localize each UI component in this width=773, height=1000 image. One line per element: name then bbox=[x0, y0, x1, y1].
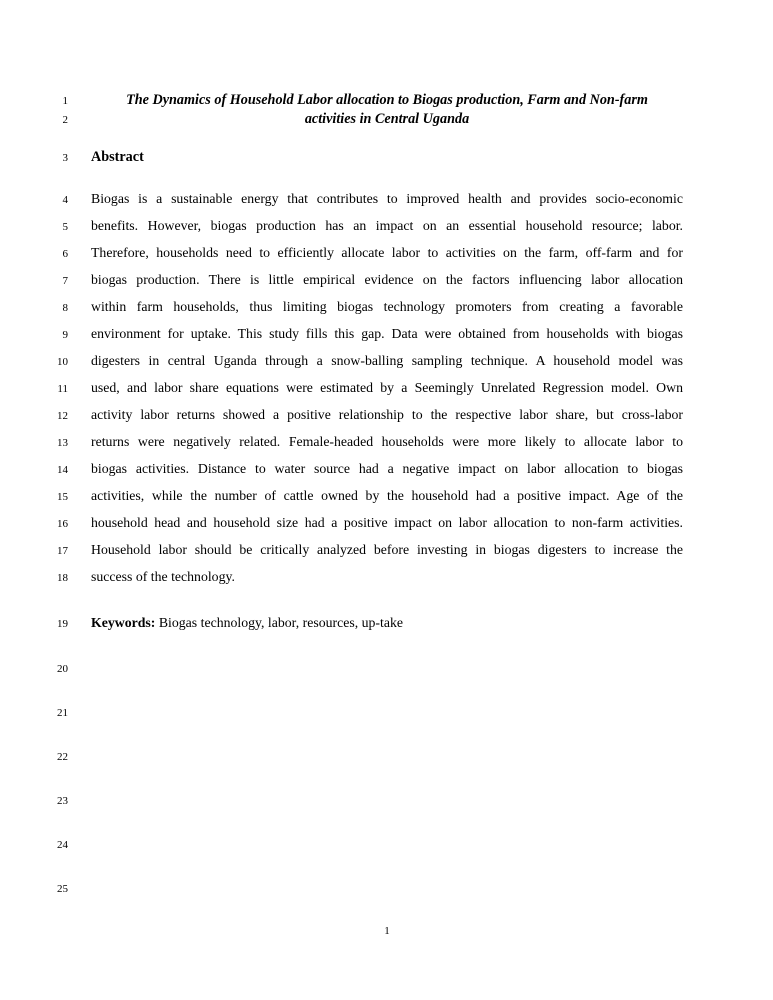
abstract-line: returns were negatively related. Female-headed households were more likely to allocate labor to bbox=[91, 434, 683, 449]
line-number: 8 bbox=[62, 302, 68, 314]
abstract-line: biogas production. There is little empirical evidence on the factors influencing labor allocation bbox=[91, 272, 683, 287]
empty-line-row bbox=[0, 867, 773, 911]
abstract-line: activities, while the number of cattle owned by the household had a positive impact. Age of the bbox=[91, 488, 683, 503]
line-number: 10 bbox=[57, 356, 68, 368]
line-number: 15 bbox=[57, 491, 68, 503]
abstract-line: environment for uptake. This study fills this gap. Data were obtained from households with biogas bbox=[91, 326, 683, 341]
line-number: 14 bbox=[57, 464, 68, 476]
line-number: 25 bbox=[57, 883, 68, 895]
keywords-text: Biogas technology, labor, resources, up-take bbox=[155, 615, 403, 630]
line-number: 12 bbox=[57, 410, 68, 422]
abstract-line-row bbox=[0, 321, 773, 348]
abstract-line: Therefore, households need to efficiently allocate labor to activities on the farm, off-farm and for bbox=[91, 245, 683, 260]
line-number: 1 bbox=[62, 95, 68, 107]
abstract-line-row bbox=[0, 240, 773, 267]
empty-line-row bbox=[0, 779, 773, 823]
paper-title-line-2: activities in Central Uganda bbox=[304, 111, 470, 127]
abstract-line-row bbox=[0, 429, 773, 456]
abstract-line-row bbox=[0, 483, 773, 510]
abstract-line: digesters in central Uganda through a snow-balling sampling technique. A household model was bbox=[91, 353, 683, 368]
abstract-line-row bbox=[0, 267, 773, 294]
line-number: 5 bbox=[62, 221, 68, 233]
abstract-line: household head and household size had a positive impact on labor allocation to non-farm activities. bbox=[91, 515, 683, 530]
empty-line-row bbox=[0, 823, 773, 867]
line-number: 9 bbox=[62, 329, 68, 341]
line-number: 2 bbox=[62, 114, 68, 126]
line-number: 3 bbox=[62, 152, 68, 164]
abstract-line-row bbox=[0, 510, 773, 537]
line-number: 6 bbox=[62, 248, 68, 260]
line-number: 17 bbox=[57, 545, 68, 557]
abstract-line-row bbox=[0, 213, 773, 240]
empty-line-row bbox=[0, 691, 773, 735]
line-number: 21 bbox=[57, 707, 68, 719]
line-number: 7 bbox=[62, 275, 68, 287]
line-number: 4 bbox=[62, 194, 68, 206]
abstract-line-row bbox=[0, 294, 773, 321]
abstract-line-row bbox=[0, 456, 773, 483]
keywords-row bbox=[0, 610, 773, 637]
line-number: 16 bbox=[57, 518, 68, 530]
abstract-line: biogas activities. Distance to water source had a negative impact on labor allocation to biogas bbox=[91, 461, 683, 476]
line-number: 19 bbox=[57, 618, 68, 630]
line-number: 23 bbox=[57, 795, 68, 807]
line-number: 11 bbox=[57, 383, 68, 395]
line-number: 18 bbox=[57, 572, 68, 584]
empty-line-row bbox=[0, 647, 773, 691]
title-row-1 bbox=[0, 91, 773, 110]
abstract-line-row bbox=[0, 186, 773, 213]
paper-title-line-1: The Dynamics of Household Labor allocation to Biogas production, Farm and Non-farm bbox=[126, 92, 648, 108]
abstract-line: success of the technology. bbox=[91, 569, 235, 584]
page-number: 1 bbox=[384, 925, 390, 937]
abstract-line: Biogas is a sustainable energy that contributes to improved health and provides socio-economic bbox=[91, 191, 683, 206]
abstract-line: activity labor returns showed a positive relationship to the respective labor share, but cross-labor bbox=[91, 407, 683, 422]
empty-line-row bbox=[0, 735, 773, 779]
abstract-heading: Abstract bbox=[91, 149, 144, 165]
abstract-line-row bbox=[0, 537, 773, 564]
abstract-line: used, and labor share equations were estimated by a Seemingly Unrelated Regression model. Own bbox=[91, 380, 683, 395]
abstract-line: within farm households, thus limiting biogas technology promoters from creating a favorable bbox=[91, 299, 683, 314]
keywords-label: Keywords: bbox=[91, 615, 156, 630]
line-number: 24 bbox=[57, 839, 68, 851]
line-number: 13 bbox=[57, 437, 68, 449]
abstract-line-row bbox=[0, 348, 773, 375]
line-number: 22 bbox=[57, 751, 68, 763]
abstract-line-row bbox=[0, 402, 773, 429]
abstract-line-row bbox=[0, 375, 773, 402]
title-row-2 bbox=[0, 110, 773, 129]
keywords-line bbox=[91, 610, 683, 636]
line-number: 20 bbox=[57, 663, 68, 675]
abstract-line: Household labor should be critically analyzed before investing in biogas digesters to increase the bbox=[91, 542, 683, 557]
abstract-line-row bbox=[0, 564, 773, 591]
abstract-line: benefits. However, biogas production has an impact on an essential household resource; labor. bbox=[91, 218, 683, 233]
abstract-heading-row bbox=[0, 147, 773, 168]
